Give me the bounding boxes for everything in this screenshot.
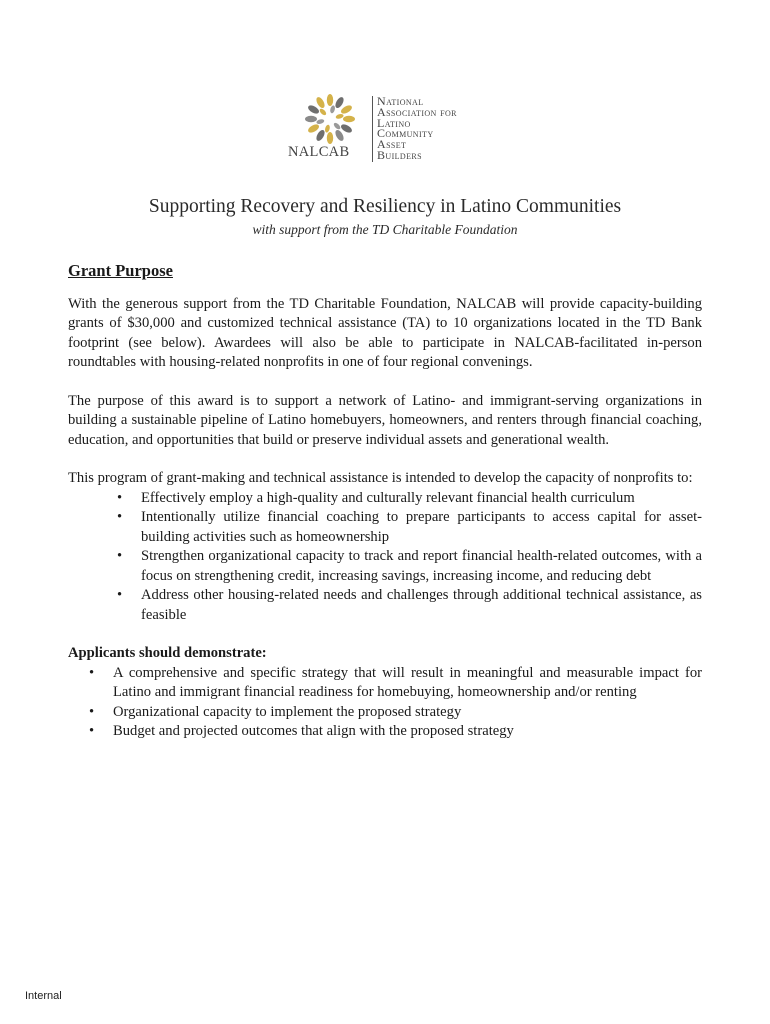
classification-label: Internal xyxy=(25,990,62,1002)
section-heading-grant-purpose: Grant Purpose xyxy=(68,261,173,280)
logo-name-line: National xyxy=(377,94,424,108)
logo-abbreviation: NALCAB xyxy=(288,144,350,160)
list-item: • Organizational capacity to implement the proposed strategy xyxy=(113,703,702,723)
document-subtitle: with support from the TD Charitable Foundation xyxy=(252,222,518,237)
paragraph-grant-overview: With the generous support from the TD Charitable Foundation, NALCAB will provide capacity-building grants of $30,000 and customized technical assistance (TA) to 10 organizations located in the TD Bank footprint (see below). Awardees will also be able to participate in NALCAB-facilitated in-person roundtables with housing-related nonprofits in one of four regional convenings. xyxy=(68,295,702,370)
list-item: • Strengthen organizational capacity to track and report financial health-related outcomes, with a focus on strengthening credit, increasing savings, increasing income, and reducing debt xyxy=(141,547,702,586)
list-item: • Address other housing-related needs and challenges through additional technical assistance, as feasible xyxy=(141,586,702,625)
list-item: • Intentionally utilize financial coaching to prepare participants to access capital for asset-building activities such as homeownership xyxy=(141,508,702,547)
document-body xyxy=(68,258,702,742)
logo-name-line: Association for xyxy=(377,104,457,119)
logo-name-line: Asset xyxy=(377,137,407,152)
list-item: • A comprehensive and specific strategy that will result in meaningful and measurable impact for Latino and immigrant financial readiness for homebuying, homeownership and/or renting xyxy=(113,664,702,703)
applicants-label: Applicants should demonstrate: xyxy=(68,645,267,661)
logo-organization-name xyxy=(377,96,457,161)
logo-name-line: Latino xyxy=(377,115,411,130)
capacity-goals-list xyxy=(141,489,702,626)
logo-name-line: Builders xyxy=(377,147,422,162)
list-item: • Budget and projected outcomes that align with the proposed strategy xyxy=(113,722,702,742)
list-item: • Effectively employ a high-quality and culturally relevant financial health curriculum xyxy=(141,489,702,509)
applicant-requirements-list xyxy=(113,664,702,742)
paragraph-program-intent: This program of grant-making and technical assistance is intended to develop the capacity of nonprofits to: xyxy=(68,470,693,486)
document-title: Supporting Recovery and Resiliency in Latino Communities xyxy=(148,196,622,217)
nalcab-logo xyxy=(288,92,488,168)
logo-name-line: Community xyxy=(377,126,434,141)
paragraph-award-purpose: The purpose of this award is to support a network of Latino- and immigrant-serving organizations in building a sustainable pipeline of Latino homebuyers, homeowners, and renters through financial coaching, education, and opportunities that build or preserve individual assets and generational wealth. xyxy=(68,392,702,448)
logo-divider xyxy=(372,96,373,162)
